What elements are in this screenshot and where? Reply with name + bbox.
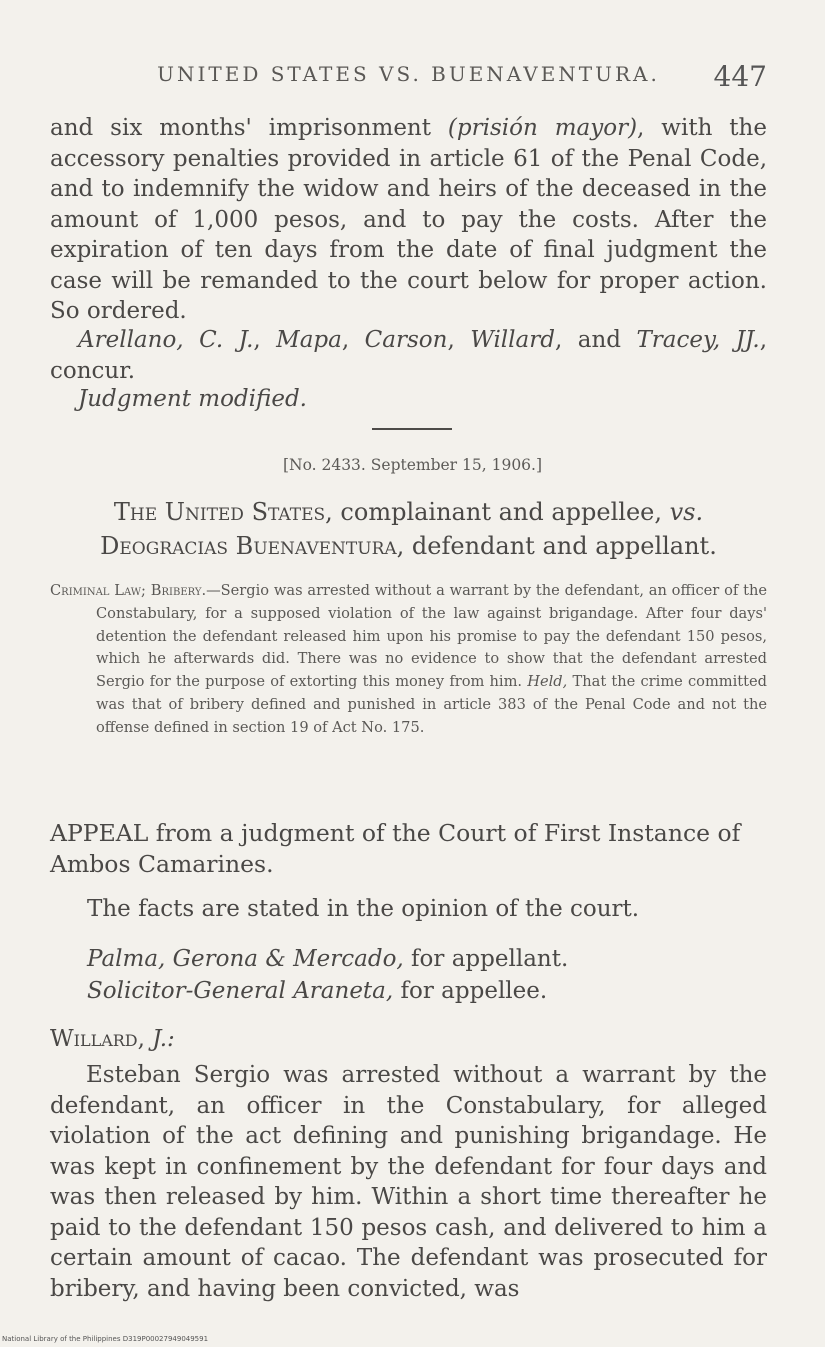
syllabus-held-label: Held,	[527, 673, 568, 691]
concur-text: , concur.	[50, 327, 767, 384]
author-title: J.:	[152, 1026, 175, 1052]
docket-line: [No. 2433. September 15, 1906.]	[282, 456, 543, 474]
author-name: Willard	[50, 1026, 138, 1052]
justice-name: Arellano, C. J.	[78, 327, 254, 353]
syllabus-held-text: That the crime committed was that of bribery defined and punished in article 383 of the Penal Code and not the offense defined in section 19 of Act No. 175.	[96, 673, 767, 736]
caption-versus: vs.	[669, 498, 704, 526]
scan-credit: National Library of the Philippines D319P00027949049591	[2, 1335, 209, 1343]
caption-party-defendant: Deogracias Buenaventura	[100, 532, 397, 560]
page-number: 447	[713, 60, 767, 93]
concurring-justices	[50, 325, 767, 386]
counsel-appellant	[87, 946, 568, 972]
counsel-name: Solicitor-General Araneta,	[87, 978, 394, 1004]
syllabus-heading: Criminal Law; Bribery.	[50, 582, 207, 599]
closing-paragraph	[50, 113, 767, 327]
separator: ,	[341, 327, 365, 353]
syllabus-text: —Sergio was arrested without a warrant by the defendant, an officer of the Constabulary, for a supposed violation of the law against brigandage. After four days' detention the defendant released him upon his promise to pay the defendant 150 pesos, which he afterwards did. There was no evidence to show that the defendant arrested Sergio for the purpose of extorting this money from him.	[96, 582, 767, 691]
caption-party-plaintiff: The United States	[113, 498, 326, 526]
closing-paragraph-italic-term: (prisión mayor)	[447, 115, 638, 141]
separator: , and	[554, 327, 637, 353]
closing-paragraph-part-1: and six months' imprisonment	[50, 115, 448, 141]
running-title: UNITED STATES VS. BUENAVENTURA.	[157, 62, 660, 86]
syllabus-paragraph	[50, 580, 767, 740]
appeal-label: APPEAL	[50, 819, 149, 847]
justice-name: Carson	[364, 327, 448, 353]
appeal-text: from a judgment of the Court of First Instance of Ambos Camarines.	[50, 819, 741, 878]
facts-statement: The facts are stated in the opinion of the court.	[87, 896, 640, 922]
syllabus	[50, 580, 767, 740]
disposition: Judgment modified.	[78, 386, 307, 412]
opinion-paragraph: Esteban Sergio was arrested without a warrant by the defendant, an officer in the Constabulary, for alleged violation of the act defining and punishing brigandage. He was kept in confinement by the defendant for four days and was then released by him. Within a short time thereafter he paid to the defendant 150 pesos cash, and delivered to him a certain amount of cacao. The defendant was prosecuted for bribery, and having been convicted, was	[50, 1062, 767, 1302]
caption-role-defendant: , defendant and appellant.	[396, 532, 717, 560]
running-header	[50, 60, 767, 93]
counsel-role: for appellant.	[403, 946, 569, 972]
counsel-appellee	[87, 978, 547, 1004]
justice-name: Tracey, JJ.	[636, 327, 760, 353]
appeal-statement	[50, 818, 767, 879]
closing-paragraph-part-2: , with the accessory penalties provided in article 61 of the Penal Code, and to indemnify the widow and heirs of the deceased in the amount of 1,000 pesos, and to pay the costs. After the expiration of ten days from the date of final judgment the case will be remanded to the court below for proper action. So ordered.	[50, 115, 767, 324]
caption-role-plaintiff: , complainant and appellee,	[325, 498, 670, 526]
counsel-name: Palma, Gerona & Mercado,	[87, 946, 404, 972]
case-caption	[50, 495, 767, 563]
justice-name: Willard	[470, 327, 555, 353]
justice-name: Mapa	[276, 327, 342, 353]
section-divider	[372, 428, 452, 430]
counsel-role: for appellee.	[393, 978, 548, 1004]
opinion-author: Willard, J.:	[50, 1026, 175, 1052]
separator: ,	[253, 327, 277, 353]
separator: ,	[447, 327, 471, 353]
